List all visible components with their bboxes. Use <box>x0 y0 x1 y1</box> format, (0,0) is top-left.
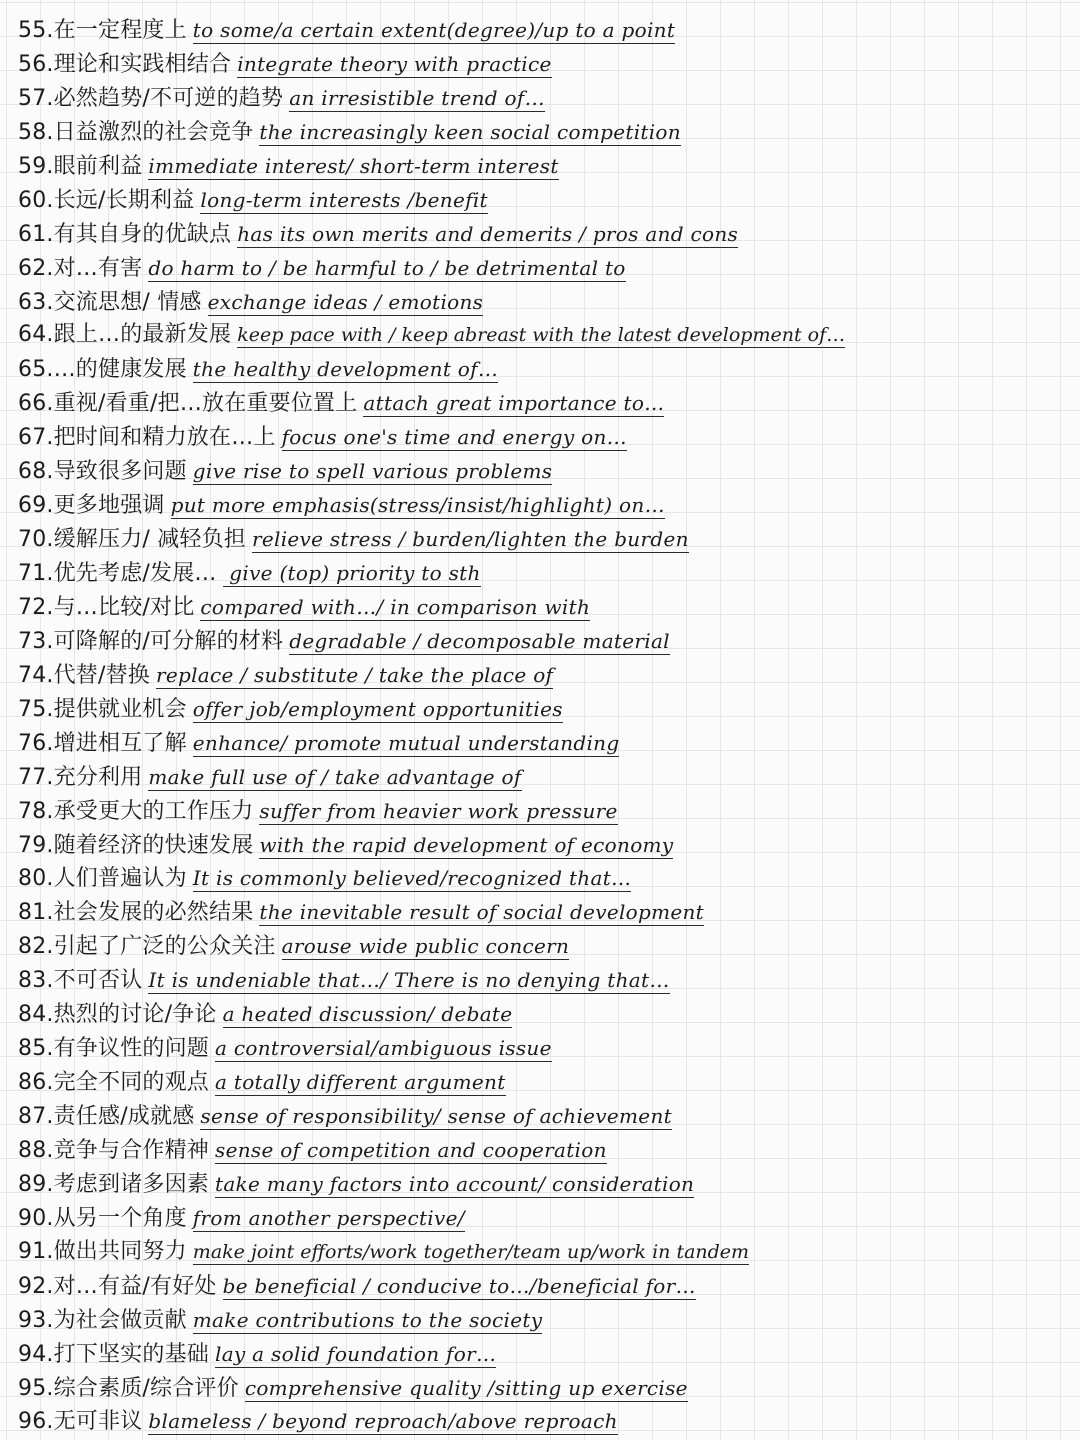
entry-number: 69. <box>18 493 54 519</box>
chinese-phrase: 承受更大的工作压力 <box>53 798 254 824</box>
entry-number: 94. <box>18 1341 54 1367</box>
chinese-phrase: 理论和实践相结合 <box>53 51 232 77</box>
chinese-phrase: 跟上…的最新发展 <box>53 322 232 348</box>
english-translation: give rise to spell various problems <box>192 459 553 484</box>
english-translation: It is commonly believed/recognized that… <box>192 866 632 891</box>
english-translation: a controversial/ambiguous issue <box>215 1036 552 1061</box>
phrase-entry <box>18 929 845 963</box>
phrase-entry <box>18 658 845 692</box>
phrase-entry <box>18 997 845 1031</box>
entry-number: 87. <box>18 1104 54 1129</box>
entry-number: 86. <box>18 1070 54 1096</box>
phrase-entry <box>18 488 845 522</box>
phrase-entry <box>18 81 845 115</box>
entry-number: 74. <box>18 662 54 688</box>
chinese-phrase: 提供就业机会 <box>53 696 187 722</box>
chinese-phrase: 责任感/成就感 <box>53 1104 195 1129</box>
phrase-entry <box>18 692 845 726</box>
entry-number: 88. <box>18 1137 54 1163</box>
entry-number: 73. <box>18 628 54 654</box>
phrase-entry <box>18 828 845 862</box>
phrase-entry <box>18 1371 845 1405</box>
entry-number: 80. <box>18 866 54 892</box>
phrase-entry <box>18 1133 845 1167</box>
entry-number: 79. <box>18 832 54 858</box>
entry-number: 93. <box>18 1307 54 1333</box>
english-translation: make joint efforts/work together/team up/work in tandem <box>192 1240 750 1263</box>
chinese-phrase: 不可否认 <box>53 968 143 994</box>
phrase-entry <box>18 726 845 760</box>
entry-number: 71. <box>18 561 54 586</box>
entry-number: 64. <box>18 322 54 348</box>
english-translation: sense of responsibility/ sense of achievement <box>200 1104 672 1128</box>
entry-number: 67. <box>18 425 54 451</box>
english-translation: to some/a certain extent(degree)/up to a point <box>192 18 676 42</box>
phrase-entry <box>18 1167 845 1201</box>
english-translation: exchange ideas / emotions <box>207 289 484 314</box>
phrase-entry <box>18 318 845 352</box>
phrase-entry <box>18 760 845 794</box>
english-translation: keep pace with / keep abreast with the latest development of… <box>237 324 846 347</box>
english-translation: lay a solid foundation for… <box>215 1341 497 1366</box>
entry-number: 81. <box>18 900 54 926</box>
chinese-phrase: 人们普遍认为 <box>53 866 187 892</box>
chinese-phrase: 交流思想/ 情感 <box>53 289 202 315</box>
english-translation: degradable / decomposable material <box>289 628 670 653</box>
phrase-entry <box>18 183 845 217</box>
entry-number: 70. <box>18 527 54 553</box>
entry-number: 92. <box>18 1273 54 1299</box>
phrase-entry <box>18 47 845 81</box>
phrase-entry <box>18 1235 845 1269</box>
phrase-entry <box>18 1065 845 1099</box>
entry-number: 78. <box>18 798 54 824</box>
english-translation: has its own merits and demerits / pros and cons <box>237 221 739 246</box>
entry-number: 96. <box>18 1409 54 1435</box>
phrase-entry <box>18 115 845 149</box>
english-translation: arouse wide public concern <box>281 934 570 959</box>
entry-number: 62. <box>18 255 54 281</box>
phrase-entry <box>18 285 845 319</box>
english-translation: a heated discussion/ debate <box>222 1002 513 1027</box>
entry-number: 90. <box>18 1205 54 1231</box>
entry-number: 66. <box>18 391 54 417</box>
english-translation: with the rapid development of economy <box>259 832 674 857</box>
chinese-phrase: 从另一个角度 <box>53 1205 187 1231</box>
english-translation: compared with…/ in comparison with <box>200 594 591 619</box>
chinese-phrase: 为社会做贡献 <box>53 1307 187 1333</box>
entry-number: 84. <box>18 1002 54 1028</box>
entry-number: 57. <box>18 85 54 111</box>
english-translation: enhance/ promote mutual understanding <box>192 730 620 755</box>
chinese-phrase: 把时间和精力放在…上 <box>53 425 276 451</box>
entry-number: 77. <box>18 764 54 790</box>
phrase-entry <box>18 1269 845 1303</box>
chinese-phrase: 对…有益/有好处 <box>53 1273 217 1299</box>
chinese-phrase: 可降解的/可分解的材料 <box>53 628 284 654</box>
phrase-entry <box>18 624 845 658</box>
chinese-phrase: 考虑到诸多因素 <box>53 1171 209 1197</box>
chinese-phrase: 竞争与合作精神 <box>53 1137 209 1163</box>
english-translation: make full use of / take advantage of <box>148 764 522 789</box>
phrase-entry <box>18 895 845 929</box>
phrase-entry <box>18 963 845 997</box>
phrase-entry <box>18 1099 845 1133</box>
entry-number: 83. <box>18 968 54 994</box>
entry-number: 58. <box>18 119 54 145</box>
english-translation: attach great importance to… <box>363 391 665 416</box>
phrase-entry <box>18 1201 845 1235</box>
english-translation: relieve stress / burden/lighten the burden <box>252 527 689 552</box>
english-translation: focus one's time and energy on… <box>281 425 627 450</box>
entry-number: 72. <box>18 594 54 620</box>
chinese-phrase: 打下坚实的基础 <box>53 1341 209 1367</box>
english-translation: put more emphasis(stress/insist/highlight) on… <box>170 493 665 518</box>
english-translation: from another perspective/ <box>192 1205 465 1230</box>
phrase-list <box>18 13 845 1438</box>
chinese-phrase: 重视/看重/把…放在重要位置上 <box>53 391 358 417</box>
phrase-entry <box>18 352 845 386</box>
entry-number: 75. <box>18 696 54 722</box>
english-translation: be beneficial / conducive to…/beneficial for… <box>222 1273 696 1298</box>
phrase-entry <box>18 217 845 251</box>
entry-number: 89. <box>18 1171 54 1197</box>
english-translation: offer job/employment opportunities <box>192 696 563 721</box>
chinese-phrase: 在一定程度上 <box>53 18 187 43</box>
entry-number: 59. <box>18 153 54 179</box>
english-translation: do harm to / be harmful to / be detrimental to <box>148 255 626 280</box>
english-translation: replace / substitute / take the place of <box>156 662 554 687</box>
chinese-phrase: 增进相互了解 <box>53 730 187 756</box>
english-translation: comprehensive quality /sitting up exercise <box>244 1375 688 1400</box>
phrase-entry <box>18 386 845 420</box>
entry-number: 76. <box>18 730 54 756</box>
chinese-phrase: 代替/替换 <box>53 662 151 688</box>
chinese-phrase: 引起了广泛的公众关注 <box>53 934 276 960</box>
english-translation: an irresistible trend of… <box>289 85 545 110</box>
phrase-entry <box>18 861 845 895</box>
phrase-entry <box>18 149 845 183</box>
english-translation: blameless / beyond reproach/above reproach <box>148 1409 618 1434</box>
chinese-phrase: 缓解压力/ 减轻负担 <box>53 527 246 553</box>
phrase-entry <box>18 1404 845 1438</box>
chinese-phrase: …的健康发展 <box>53 357 187 383</box>
entry-number: 60. <box>18 187 54 213</box>
chinese-phrase: 必然趋势/不可逆的趋势 <box>53 85 284 111</box>
chinese-phrase: 眼前利益 <box>53 153 143 179</box>
phrase-entry <box>18 1031 845 1065</box>
entry-number: 91. <box>18 1238 54 1264</box>
chinese-phrase: 有争议性的问题 <box>53 1036 209 1062</box>
english-translation: integrate theory with practice <box>237 51 552 76</box>
chinese-phrase: 导致很多问题 <box>53 459 187 485</box>
entry-number: 65. <box>18 357 54 383</box>
phrase-entry <box>18 1303 845 1337</box>
english-translation: immediate interest/ short-term interest <box>148 153 559 178</box>
phrase-entry <box>18 13 845 47</box>
english-translation: long-term interests /benefit <box>200 187 488 212</box>
english-translation: the inevitable result of social development <box>259 900 705 925</box>
phrase-entry <box>18 522 845 556</box>
phrase-entry <box>18 251 845 285</box>
english-translation: the increasingly keen social competition <box>259 119 681 144</box>
phrase-entry <box>18 590 845 624</box>
english-translation: a totally different argument <box>215 1070 506 1095</box>
english-translation: the healthy development of… <box>192 357 499 382</box>
chinese-phrase: 长远/长期利益 <box>53 187 195 213</box>
phrase-entry <box>18 454 845 488</box>
chinese-phrase: 对…有害 <box>53 255 143 281</box>
phrase-entry <box>18 420 845 454</box>
entry-number: 82. <box>18 934 54 960</box>
entry-number: 63. <box>18 289 54 315</box>
entry-number: 61. <box>18 221 54 247</box>
chinese-phrase: 充分利用 <box>53 764 143 790</box>
chinese-phrase: 无可非议 <box>53 1409 143 1435</box>
chinese-phrase: 与…比较/对比 <box>53 594 195 620</box>
english-translation: make contributions to the society <box>192 1307 543 1332</box>
entry-number: 56. <box>18 51 54 77</box>
chinese-phrase: 做出共同努力 <box>53 1238 187 1264</box>
entry-number: 95. <box>18 1375 54 1401</box>
english-translation: suffer from heavier work pressure <box>259 798 618 823</box>
chinese-phrase: 有其自身的优缺点 <box>53 221 232 247</box>
chinese-phrase: 优先考虑/发展… <box>53 561 217 586</box>
phrase-entry <box>18 556 845 590</box>
chinese-phrase: 完全不同的观点 <box>53 1070 209 1096</box>
phrase-entry <box>18 794 845 828</box>
chinese-phrase: 随着经济的快速发展 <box>53 832 254 858</box>
entry-number: 68. <box>18 459 54 485</box>
entry-number: 55. <box>18 18 54 43</box>
entry-number: 85. <box>18 1036 54 1062</box>
english-translation: take many factors into account/ consideration <box>215 1171 695 1196</box>
chinese-phrase: 更多地强调 <box>53 493 165 519</box>
chinese-phrase: 日益激烈的社会竞争 <box>53 119 254 145</box>
chinese-phrase: 热烈的讨论/争论 <box>53 1002 217 1028</box>
english-translation: It is undeniable that…/ There is no denying that… <box>148 968 670 993</box>
english-translation: give (top) priority to sth <box>222 561 481 585</box>
chinese-phrase: 社会发展的必然结果 <box>53 900 254 926</box>
phrase-entry <box>18 1337 845 1371</box>
english-translation: sense of competition and cooperation <box>215 1137 607 1162</box>
chinese-phrase: 综合素质/综合评价 <box>53 1375 239 1401</box>
